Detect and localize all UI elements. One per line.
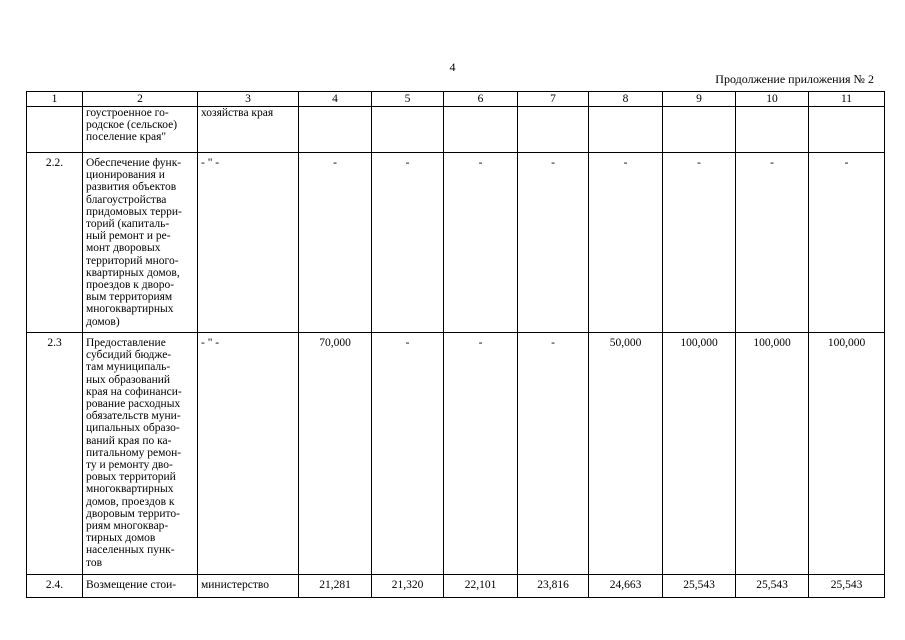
value-cell: - (589, 153, 663, 333)
value-cell (518, 107, 589, 153)
description-line: монт дворовых (86, 242, 161, 255)
value-cell: - (444, 333, 518, 575)
column-header: 2 (83, 92, 198, 107)
value-cell: - (736, 153, 809, 333)
description-line: ных образований (86, 373, 171, 386)
column-header: 5 (372, 92, 444, 107)
description-line: ту и ремонту дво- (86, 459, 173, 472)
row-description (83, 153, 198, 333)
description-line: дворовым террито- (86, 507, 180, 520)
description-line: придомовых терри- (86, 205, 182, 218)
description-line: тирных домов (86, 532, 156, 545)
description-line: территорий много- (86, 254, 179, 267)
row-responsible (198, 107, 299, 153)
column-header: 1 (27, 92, 83, 107)
value-cell: 25,543 (736, 575, 809, 598)
value-cell (372, 107, 444, 153)
value-cell: 100,000 (663, 333, 736, 575)
column-header: 3 (198, 92, 299, 107)
description-line: Предоставление (86, 337, 166, 349)
row-description (83, 107, 198, 153)
value-cell (589, 107, 663, 153)
row-number: 2.4. (27, 575, 83, 598)
description-line: ципальных образо- (86, 422, 180, 435)
value-cell: 25,543 (663, 575, 736, 598)
responsible-line: - " - (201, 157, 220, 169)
value-cell: 21,281 (299, 575, 372, 598)
value-cell: 23,816 (518, 575, 589, 598)
column-header: 7 (518, 92, 589, 107)
budget-table (26, 91, 885, 598)
description-line: там муниципаль- (86, 361, 171, 374)
description-line: населенных пунк- (86, 544, 175, 557)
description-line: многоквартирных (86, 303, 174, 316)
responsible-line: министерство (201, 579, 269, 591)
description-line: края на софинанси- (86, 385, 182, 398)
column-header: 11 (809, 92, 885, 107)
column-header: 10 (736, 92, 809, 107)
description-line: ционирования и (86, 169, 165, 182)
row-number (27, 107, 83, 153)
value-cell: - (372, 153, 444, 333)
responsible-line: - " - (201, 337, 220, 349)
description-line: питальному ремон- (86, 446, 182, 459)
value-cell: 70,000 (299, 333, 372, 575)
value-cell (299, 107, 372, 153)
value-cell: - (372, 333, 444, 575)
row-responsible (198, 333, 299, 575)
description-line: родское (сельское) (86, 119, 178, 132)
responsible-line: хозяйства края (201, 107, 274, 119)
description-line: ный ремонт и ре- (86, 230, 171, 243)
value-cell: - (663, 153, 736, 333)
table-row (27, 575, 885, 598)
description-line: гоустроенное го- (86, 107, 169, 119)
value-cell: - (444, 153, 518, 333)
value-cell (444, 107, 518, 153)
description-line: Возмещение стои- (86, 579, 177, 591)
description-line: рование расходных (86, 398, 181, 411)
value-cell: 25,543 (809, 575, 885, 598)
description-line: обязательств муни- (86, 410, 181, 423)
description-line: Обеспечение функ- (86, 157, 182, 169)
value-cell: - (809, 153, 885, 333)
row-responsible (198, 575, 299, 598)
description-line: домов) (86, 315, 120, 328)
description-line: многоквартирных (86, 483, 174, 496)
row-description (83, 333, 198, 575)
table-row (27, 107, 885, 153)
description-line: вым территориям (86, 291, 173, 304)
table-row (27, 333, 885, 575)
value-cell: - (299, 153, 372, 333)
description-line: благоустройства (86, 193, 167, 206)
row-description (83, 575, 198, 598)
description-line: домов, проездов к (86, 495, 175, 508)
column-header: 4 (299, 92, 372, 107)
description-line: проездов к дворо- (86, 279, 175, 292)
value-cell: 100,000 (736, 333, 809, 575)
value-cell (736, 107, 809, 153)
value-cell: - (518, 333, 589, 575)
column-header: 8 (589, 92, 663, 107)
value-cell: - (518, 153, 589, 333)
description-line: поселение края" (86, 131, 167, 144)
value-cell (663, 107, 736, 153)
description-line: торий (капиталь- (86, 218, 170, 231)
value-cell: 100,000 (809, 333, 885, 575)
description-line: квартирных домов, (86, 266, 180, 279)
row-responsible (198, 153, 299, 333)
value-cell: 22,101 (444, 575, 518, 598)
value-cell (809, 107, 885, 153)
description-line: ровых территорий (86, 471, 176, 484)
appendix-continuation-label: Продолжение приложения № 2 (715, 72, 874, 86)
value-cell: 21,320 (372, 575, 444, 598)
column-number-header-row (27, 92, 885, 107)
column-header: 6 (444, 92, 518, 107)
value-cell: 50,000 (589, 333, 663, 575)
value-cell: 24,663 (589, 575, 663, 598)
row-number: 2.3 (27, 333, 83, 575)
description-line: риям многоквар- (86, 520, 169, 533)
description-line: тов (86, 556, 103, 569)
description-line: ваний края по ка- (86, 434, 172, 447)
column-header: 9 (663, 92, 736, 107)
row-number: 2.2. (27, 153, 83, 333)
description-line: субсидий бюдже- (86, 349, 172, 362)
page-number: 4 (449, 60, 456, 74)
description-line: развития объектов (86, 181, 177, 194)
table-row (27, 153, 885, 333)
